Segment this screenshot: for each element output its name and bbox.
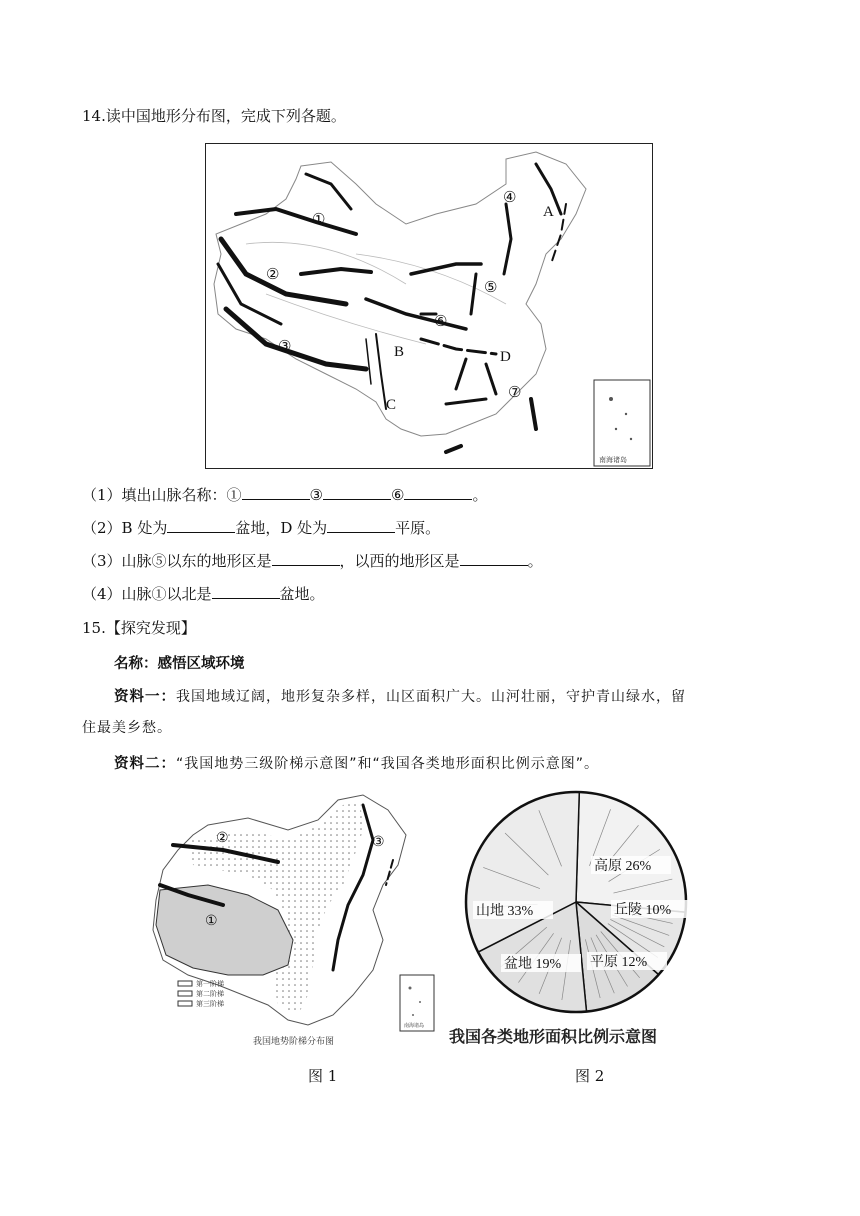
- sub1-end: 。: [472, 486, 488, 504]
- blank-2[interactable]: [323, 485, 391, 500]
- res1-text-1: 我国地域辽阔，地形复杂多样，山区面积广大。山河壮丽，守护青山绿水，留: [176, 689, 686, 705]
- label-C: C: [386, 397, 397, 413]
- label-D: D: [500, 349, 511, 365]
- q14-sub4: [82, 584, 325, 604]
- fig1-label-2: ②: [216, 831, 229, 846]
- sub2-prefix: （2）B 处为: [82, 519, 168, 537]
- sub2-end: 平原。: [395, 519, 441, 537]
- res1-label: 资料一：: [114, 689, 176, 705]
- label-B: B: [394, 344, 405, 360]
- resource-1-line-1: [114, 687, 686, 707]
- blank-1[interactable]: [242, 485, 310, 500]
- fig1-caption: 我国地势阶梯分布图: [253, 1036, 335, 1046]
- fig1-legend: [178, 979, 224, 1008]
- pie-label-盆地: 盆地 19%: [504, 957, 562, 972]
- sub4-prefix: （4）山脉①以北是: [82, 585, 212, 603]
- label-2: ②: [266, 267, 280, 283]
- q14-sub1: [82, 485, 487, 505]
- name-label: 名称：: [114, 656, 158, 672]
- sub3-prefix: （3）山脉⑤以东的地形区是: [82, 552, 272, 570]
- pie-label-高原: 高原 26%: [594, 859, 652, 874]
- q14-sub3: [82, 551, 543, 571]
- question-14-title: 14.读中国地形分布图，完成下列各题。: [82, 107, 346, 125]
- south-sea-inset: [594, 380, 650, 466]
- name-value: 感悟区域环境: [157, 656, 245, 672]
- q15-name-line: [114, 653, 245, 674]
- terrain-map-svg: [206, 144, 652, 468]
- pie-label-丘陵: 丘陵 10%: [614, 903, 672, 918]
- label-5: ⑤: [484, 280, 498, 296]
- label-4: ④: [503, 190, 517, 206]
- res2-text: “我国地势三级阶梯示意图”和“我国各类地形面积比例示意图”。: [176, 756, 600, 772]
- label-A: A: [543, 204, 554, 220]
- inset-caption: 南海诸岛: [599, 456, 627, 464]
- blank-4[interactable]: [167, 518, 235, 533]
- pie-slice-高原: [576, 792, 686, 912]
- blank-3[interactable]: [404, 485, 472, 500]
- terrain-map: [205, 143, 653, 469]
- fig1-inset: [400, 975, 434, 1031]
- sub3-mid: ，以西的地形区是: [339, 552, 460, 570]
- label-6: ⑥: [434, 314, 448, 330]
- fig1-inset-caption: 南海诸岛: [404, 1024, 425, 1029]
- legend-step-1: 第一阶梯: [196, 980, 224, 988]
- fig1-label-3: ③: [372, 835, 385, 850]
- label-3: ③: [278, 339, 292, 355]
- res2-label: 资料二：: [114, 756, 176, 772]
- sub1-marker-6: ⑥: [391, 486, 405, 504]
- resource-1-line-2: 住最美乡愁。: [82, 720, 172, 736]
- sub1-marker-3: ③: [309, 486, 323, 504]
- question-15-title: 15.【探究发现】: [82, 619, 196, 637]
- sub1-prefix: （1）填出山脉名称：①: [82, 486, 242, 504]
- blank-7[interactable]: [460, 551, 528, 566]
- pie-label-山地: 山地 33%: [476, 904, 534, 919]
- staircase-map-svg: [148, 790, 438, 1052]
- figure-2-label: 图 2: [575, 1067, 605, 1085]
- resource-2-line: [114, 754, 599, 774]
- label-1: ①: [312, 212, 326, 228]
- blank-8[interactable]: [212, 584, 280, 599]
- landform-pie-svg: [446, 790, 710, 1052]
- q14-sub2: [82, 518, 440, 538]
- sub2-mid: 盆地，D 处为: [235, 519, 328, 537]
- blank-5[interactable]: [327, 518, 395, 533]
- label-7: ⑦: [508, 385, 522, 401]
- pie-label-平原: 平原 12%: [590, 955, 648, 970]
- figure-1: [148, 790, 438, 1052]
- legend-step-2: 第二阶梯: [196, 990, 224, 998]
- fig1-label-1: ①: [205, 914, 218, 929]
- sub4-end: 盆地。: [279, 585, 325, 603]
- blank-6[interactable]: [272, 551, 340, 566]
- sub3-end: 。: [527, 552, 543, 570]
- china-outline: [214, 152, 586, 436]
- legend-step-3: 第三阶梯: [196, 1000, 224, 1008]
- fig2-caption: 我国各类地形面积比例示意图: [449, 1027, 658, 1046]
- figure-2: [446, 790, 710, 1052]
- figure-1-label: 图 1: [308, 1067, 338, 1085]
